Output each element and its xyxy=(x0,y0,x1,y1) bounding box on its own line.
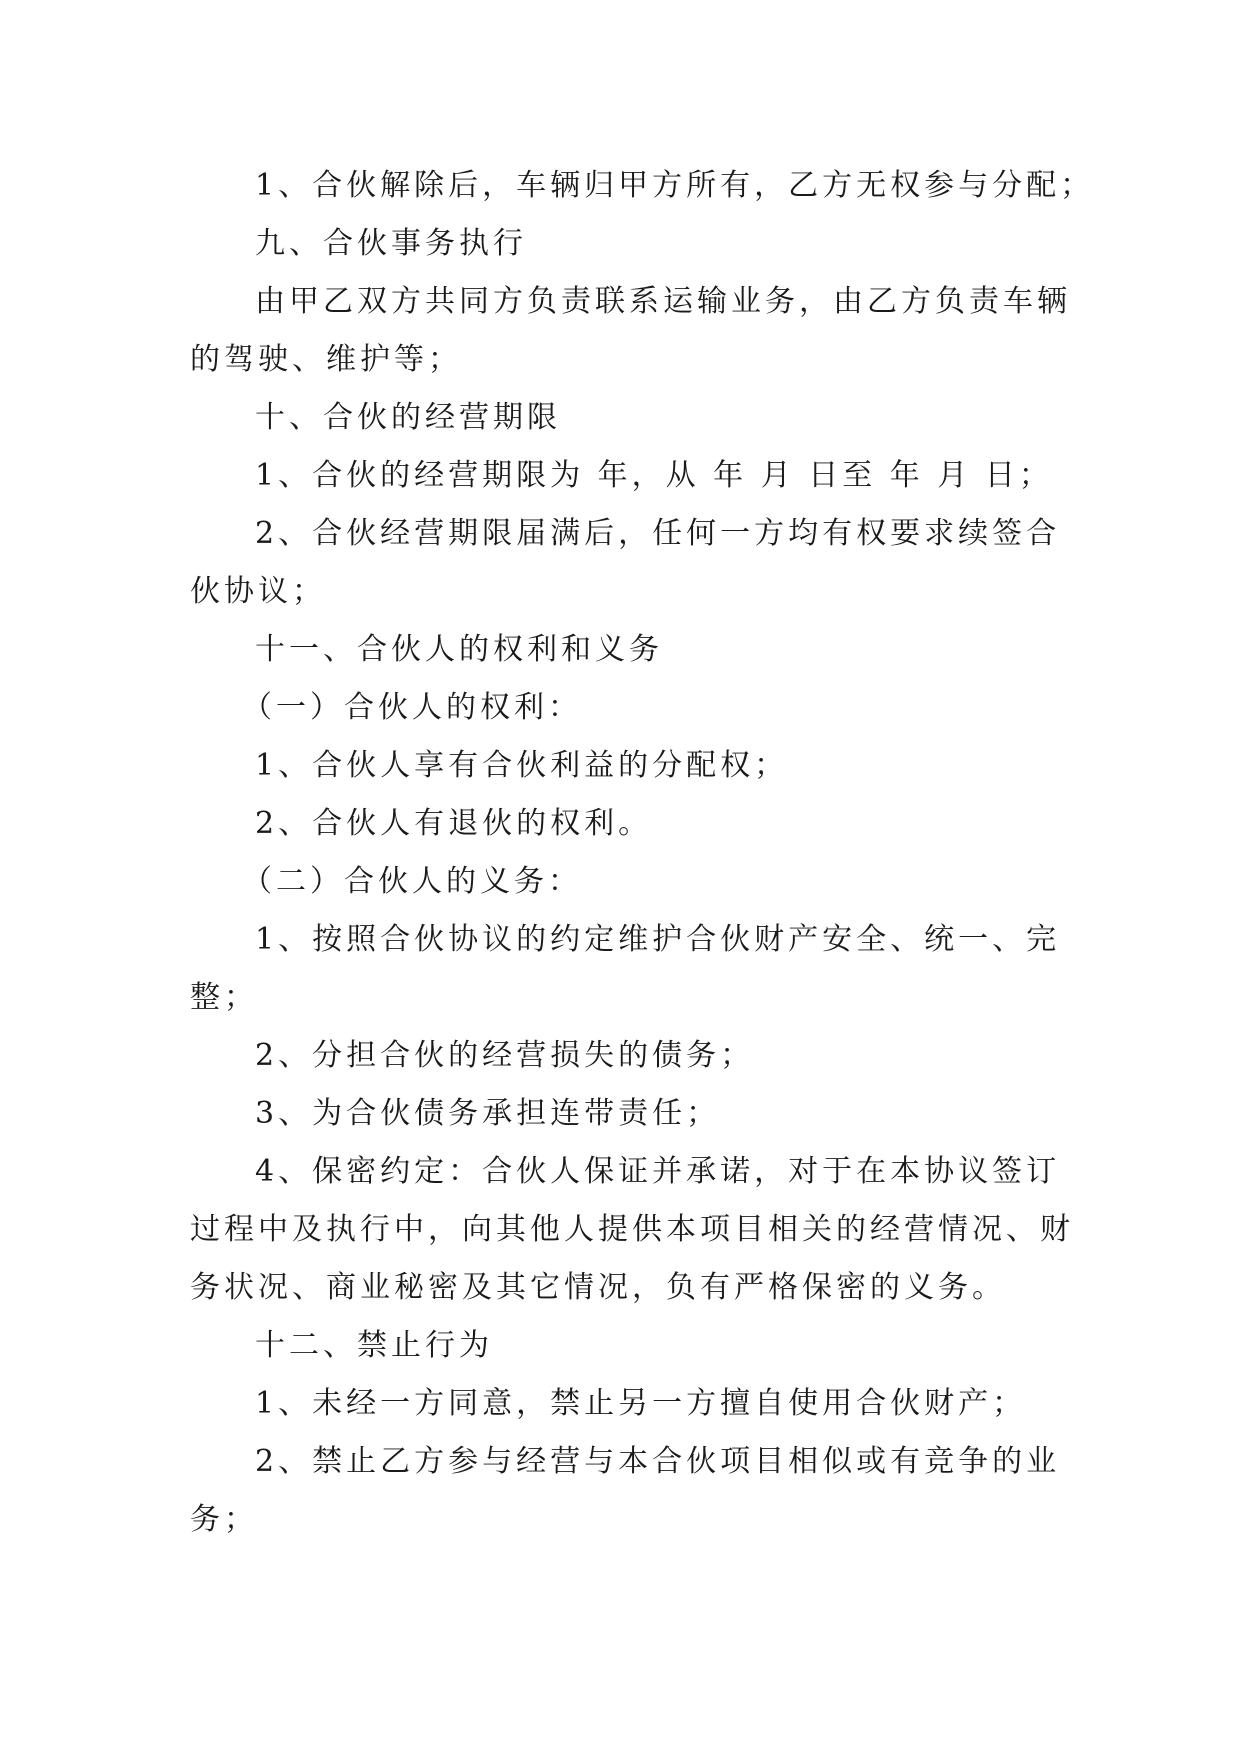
paragraph-line: 1、按照合伙协议的约定维护合伙财产安全、统一、完 xyxy=(255,922,1061,957)
paragraph-line: 整； xyxy=(190,980,258,1015)
paragraph-line: 1、合伙人享有合伙利益的分配权； xyxy=(255,748,789,783)
paragraph-line: 2、禁止乙方参与经营与本合伙项目相似或有竞争的业 xyxy=(255,1444,1061,1479)
paragraph-line: 伙协议； xyxy=(190,574,326,609)
paragraph-line: 2、合伙经营期限届满后，任何一方均有权要求续签合 xyxy=(255,516,1061,551)
paragraph-line: 1、未经一方同意，禁止另一方擅自使用合伙财产； xyxy=(255,1386,1027,1421)
paragraph-line: 务； xyxy=(190,1502,258,1537)
subsection-heading: （一）合伙人的权利： xyxy=(242,690,582,725)
section-heading: 十二、禁止行为 xyxy=(255,1328,493,1363)
paragraph-line: 2、合伙人有退伙的权利。 xyxy=(255,806,653,841)
paragraph-line: 由甲乙双方共同方负责联系运输业务，由乙方负责车辆 xyxy=(255,284,1071,319)
paragraph-line: 1、合伙的经营期限为 年，从 年 月 日至 年 月 日； xyxy=(255,458,1053,493)
paragraph-line: 3、为合伙债务承担连带责任； xyxy=(255,1096,721,1131)
paragraph-line: 的驾驶、维护等； xyxy=(190,342,462,377)
paragraph-line: 务状况、商业秘密及其它情况，负有严格保密的义务。 xyxy=(190,1270,1006,1305)
paragraph-line: 1、合伙解除后，车辆归甲方所有，乙方无权参与分配； xyxy=(255,168,1095,203)
document-body xyxy=(190,157,1095,1549)
paragraph-line: 2、分担合伙的经营损失的债务； xyxy=(255,1038,755,1073)
subsection-heading: （二）合伙人的义务： xyxy=(242,864,582,899)
section-heading: 十一、合伙人的权利和义务 xyxy=(255,632,663,667)
paragraph-line: 过程中及执行中，向其他人提供本项目相关的经营情况、财 xyxy=(190,1212,1074,1247)
section-heading: 十、合伙的经营期限 xyxy=(255,400,561,435)
section-heading: 九、合伙事务执行 xyxy=(255,226,527,261)
paragraph-line: 4、保密约定：合伙人保证并承诺，对于在本协议签订 xyxy=(255,1154,1061,1189)
